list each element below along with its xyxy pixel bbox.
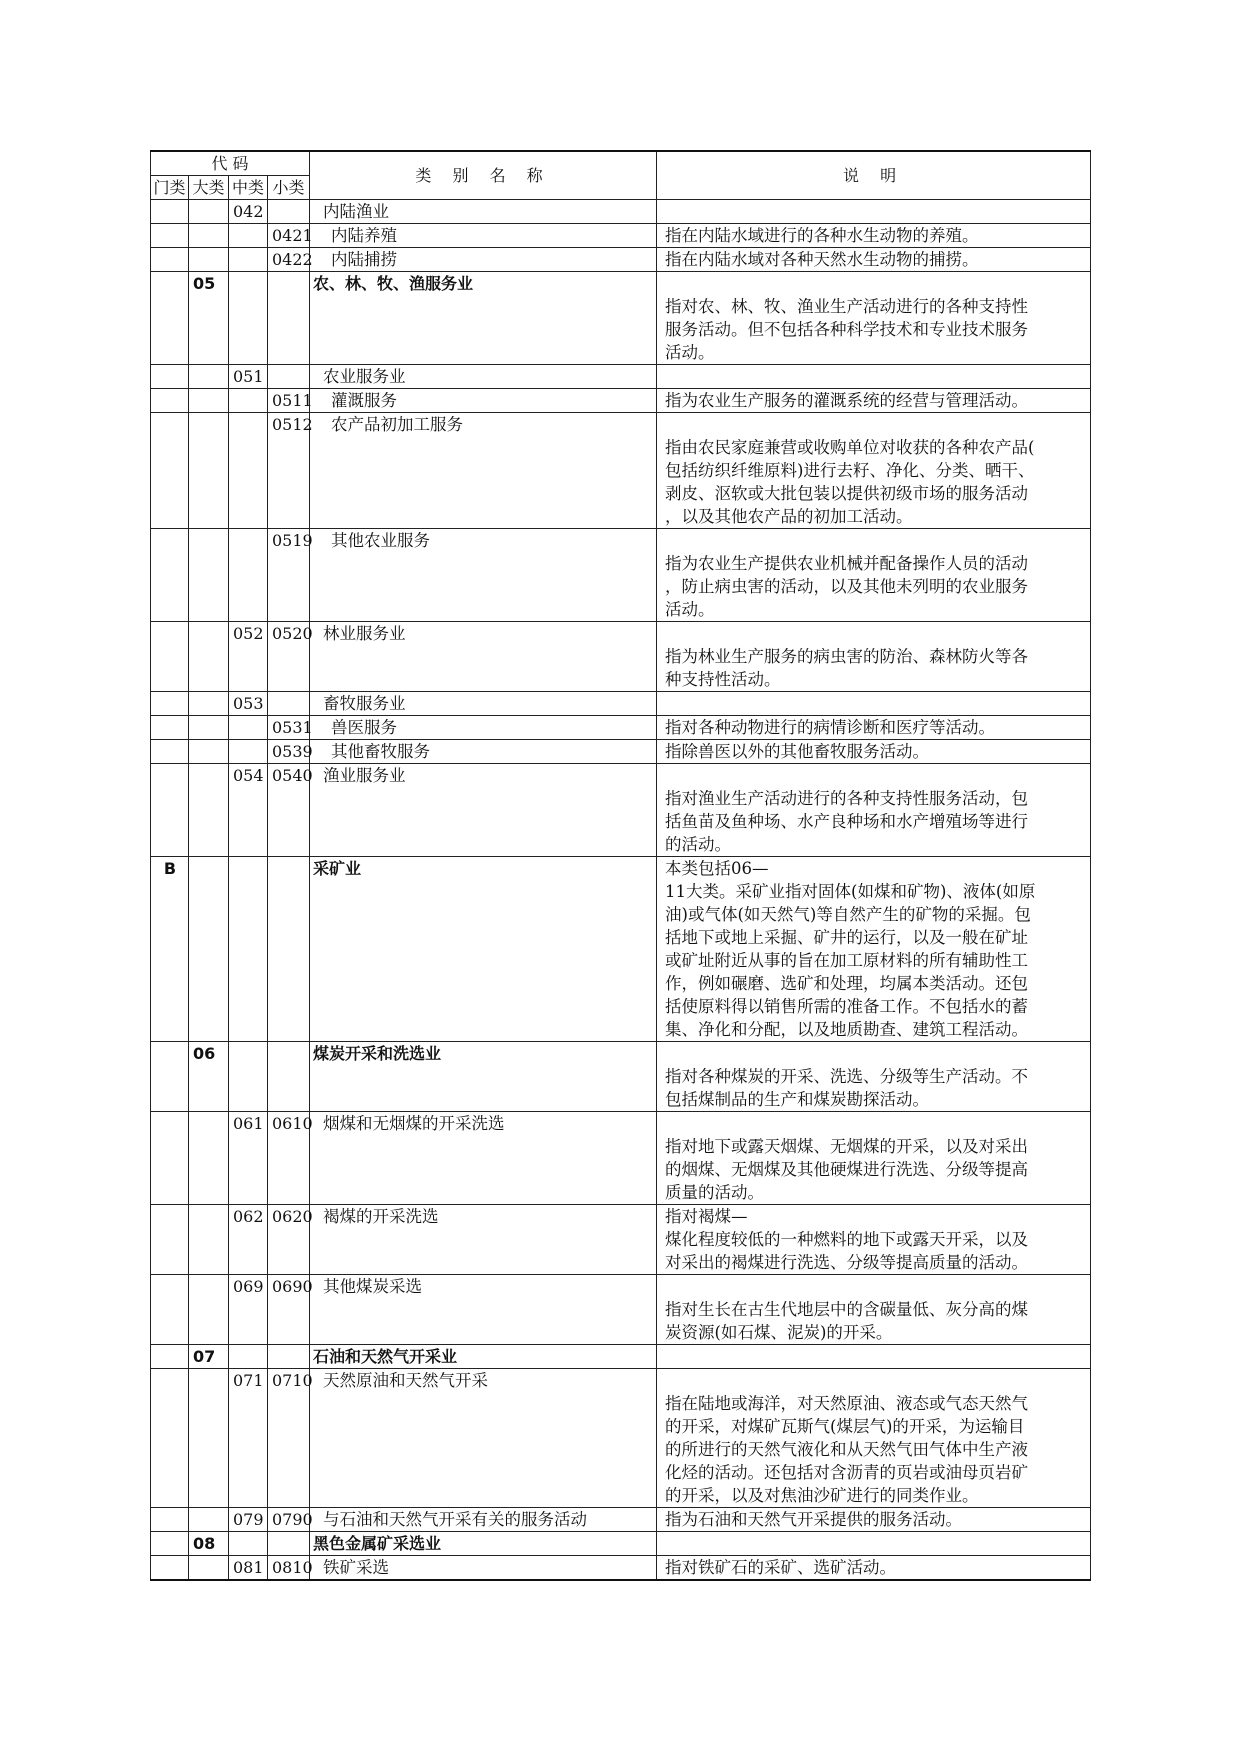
class-code bbox=[268, 200, 310, 224]
table-row bbox=[151, 1042, 1091, 1112]
section-code bbox=[151, 716, 189, 740]
section-code bbox=[151, 1112, 189, 1205]
division-code bbox=[189, 740, 229, 764]
division-code bbox=[189, 1205, 229, 1275]
section-code bbox=[151, 224, 189, 248]
description-line: 指为农业生产提供农业机械并配备操作人员的活动 bbox=[665, 554, 1029, 573]
group-code bbox=[229, 389, 268, 413]
table-row bbox=[151, 1532, 1091, 1556]
group-code bbox=[229, 1532, 268, 1556]
group-code bbox=[229, 740, 268, 764]
group-code: 052 bbox=[229, 622, 268, 692]
section-code bbox=[151, 1369, 189, 1508]
table-row bbox=[151, 1275, 1091, 1345]
table-row bbox=[151, 740, 1091, 764]
description-line: 指为林业生产服务的病虫害的防治、森林防火等各 bbox=[665, 647, 1029, 666]
group-code bbox=[229, 224, 268, 248]
description-line: 括使原料得以销售所需的准备工作。不包括水的蓄 bbox=[665, 997, 1029, 1016]
description-line: 括鱼苗及鱼种场、水产良种场和水产增殖场等进行 bbox=[665, 812, 1029, 831]
division-code bbox=[189, 365, 229, 389]
table-row bbox=[151, 248, 1091, 272]
description-line: 活动。 bbox=[665, 600, 715, 619]
section-code bbox=[151, 1532, 189, 1556]
table-body bbox=[151, 200, 1091, 1581]
description-line: ，防止病虫害的活动，以及其他未列明的农业服务 bbox=[665, 577, 1029, 596]
category-name: 畜牧服务业 bbox=[310, 692, 657, 716]
header-group: 中类 bbox=[229, 176, 268, 200]
category-description bbox=[657, 857, 1091, 1042]
group-code: 069 bbox=[229, 1275, 268, 1345]
description-line: ，以及其他农产品的初加工活动。 bbox=[665, 507, 913, 526]
header-category-name: 类 别 名 称 bbox=[310, 151, 657, 200]
division-code bbox=[189, 413, 229, 529]
category-name: 石油和天然气开采业 bbox=[310, 1345, 657, 1369]
description-line: 指为农业生产服务的灌溉系统的经营与管理活动。 bbox=[665, 391, 1029, 410]
description-line: 指对渔业生产活动进行的各种支持性服务活动，包 bbox=[665, 789, 1029, 808]
group-code bbox=[229, 248, 268, 272]
group-code: 062 bbox=[229, 1205, 268, 1275]
division-code bbox=[189, 248, 229, 272]
section-code bbox=[151, 200, 189, 224]
division-code bbox=[189, 1369, 229, 1508]
description-line: 指对地下或露天烟煤、无烟煤的开采，以及对采出 bbox=[665, 1137, 1029, 1156]
description-line: 本类包括06— bbox=[665, 859, 769, 878]
description-line: 指在陆地或海洋，对天然原油、液态或气态天然气 bbox=[665, 1394, 1029, 1413]
section-code bbox=[151, 248, 189, 272]
class-code bbox=[268, 857, 310, 1042]
division-code bbox=[189, 716, 229, 740]
table-row bbox=[151, 716, 1091, 740]
table-row bbox=[151, 365, 1091, 389]
description-line: 11大类。采矿业指对固体(如煤和矿物)、液体(如原 bbox=[665, 882, 1036, 901]
category-description bbox=[657, 1112, 1091, 1205]
group-code: 071 bbox=[229, 1369, 268, 1508]
table-row bbox=[151, 1345, 1091, 1369]
class-code: 0690 bbox=[268, 1275, 310, 1345]
section-code bbox=[151, 389, 189, 413]
category-description bbox=[657, 1275, 1091, 1345]
division-code: 07 bbox=[189, 1345, 229, 1369]
description-line: 炭资源(如石煤、泥炭)的开采。 bbox=[665, 1323, 893, 1342]
description-line: 的开采，以及对焦油沙矿进行的同类作业。 bbox=[665, 1486, 979, 1505]
description-line: 的烟煤、无烟煤及其他硬煤进行洗选、分级等提高 bbox=[665, 1160, 1029, 1179]
section-code bbox=[151, 365, 189, 389]
description-line: 对采出的褐煤进行洗选、分级等提高质量的活动。 bbox=[665, 1253, 1029, 1272]
class-code: 0531 bbox=[268, 716, 310, 740]
description-line: 指在内陆水域对各种天然水生动物的捕捞。 bbox=[665, 250, 979, 269]
group-code: 051 bbox=[229, 365, 268, 389]
class-code: 0540 bbox=[268, 764, 310, 857]
category-description bbox=[657, 200, 1091, 224]
table-row bbox=[151, 529, 1091, 622]
division-code: 08 bbox=[189, 1532, 229, 1556]
division-code bbox=[189, 764, 229, 857]
division-code bbox=[189, 857, 229, 1042]
category-name: 黑色金属矿采选业 bbox=[310, 1532, 657, 1556]
category-description bbox=[657, 1508, 1091, 1532]
category-name: 铁矿采选 bbox=[310, 1556, 657, 1581]
category-name: 农、林、牧、渔服务业 bbox=[310, 272, 657, 365]
description-line: 集、净化和分配，以及地质勘查、建筑工程活动。 bbox=[665, 1020, 1029, 1039]
category-name: 其他煤炭采选 bbox=[310, 1275, 657, 1345]
category-name: 林业服务业 bbox=[310, 622, 657, 692]
table-row bbox=[151, 764, 1091, 857]
section-code bbox=[151, 1556, 189, 1581]
division-code: 05 bbox=[189, 272, 229, 365]
category-name: 褐煤的开采洗选 bbox=[310, 1205, 657, 1275]
group-code: 054 bbox=[229, 764, 268, 857]
table-row bbox=[151, 1112, 1091, 1205]
table-row bbox=[151, 413, 1091, 529]
category-name: 与石油和天然气开采有关的服务活动 bbox=[310, 1508, 657, 1532]
class-code bbox=[268, 692, 310, 716]
table-row bbox=[151, 224, 1091, 248]
description-line: 指除兽医以外的其他畜牧服务活动。 bbox=[665, 742, 930, 761]
group-code bbox=[229, 857, 268, 1042]
category-description bbox=[657, 622, 1091, 692]
category-name: 农产品初加工服务 bbox=[310, 413, 657, 529]
table-header bbox=[151, 151, 1091, 200]
section-code bbox=[151, 413, 189, 529]
description-line: 化烃的活动。还包括对含沥青的页岩或油母页岩矿 bbox=[665, 1463, 1029, 1482]
group-code: 081 bbox=[229, 1556, 268, 1581]
group-code: 061 bbox=[229, 1112, 268, 1205]
header-section: 门类 bbox=[151, 176, 189, 200]
table-row bbox=[151, 272, 1091, 365]
category-name: 其他农业服务 bbox=[310, 529, 657, 622]
group-code bbox=[229, 413, 268, 529]
category-description bbox=[657, 248, 1091, 272]
description-line: 括地下或地上采掘、矿井的运行，以及一般在矿址 bbox=[665, 928, 1029, 947]
section-code bbox=[151, 1508, 189, 1532]
header-code: 代 码 bbox=[151, 151, 310, 176]
category-description bbox=[657, 389, 1091, 413]
class-code: 0512 bbox=[268, 413, 310, 529]
industry-classification-table bbox=[150, 150, 1091, 1581]
category-description bbox=[657, 272, 1091, 365]
class-code: 0710 bbox=[268, 1369, 310, 1508]
class-code bbox=[268, 1042, 310, 1112]
description-line: 剥皮、沤软或大批包装以提供初级市场的服务活动 bbox=[665, 484, 1029, 503]
description-line: 或矿址附近从事的旨在加工原材料的所有辅助性工 bbox=[665, 951, 1029, 970]
division-code bbox=[189, 692, 229, 716]
category-description bbox=[657, 529, 1091, 622]
group-code bbox=[229, 1042, 268, 1112]
class-code: 0790 bbox=[268, 1508, 310, 1532]
description-line: 质量的活动。 bbox=[665, 1183, 765, 1202]
group-code bbox=[229, 716, 268, 740]
description-line: 作，例如碾磨、选矿和处理，均属本类活动。还包 bbox=[665, 974, 1029, 993]
group-code: 042 bbox=[229, 200, 268, 224]
section-code bbox=[151, 272, 189, 365]
description-line: 煤化程度较低的一种燃料的地下或露天开采，以及 bbox=[665, 1230, 1029, 1249]
table-row bbox=[151, 1369, 1091, 1508]
group-code bbox=[229, 1345, 268, 1369]
division-code bbox=[189, 1508, 229, 1532]
category-name: 渔业服务业 bbox=[310, 764, 657, 857]
description-line: 包括纺织纤维原料)进行去籽、净化、分类、晒干、 bbox=[665, 461, 1035, 480]
category-description bbox=[657, 224, 1091, 248]
category-name: 采矿业 bbox=[310, 857, 657, 1042]
description-line: 的开采，对煤矿瓦斯气(煤层气)的开采，为运输目 bbox=[665, 1417, 1025, 1436]
group-code bbox=[229, 529, 268, 622]
description-line: 指对铁矿石的采矿、选矿活动。 bbox=[665, 1558, 897, 1577]
description-line: 指对各种煤炭的开采、洗选、分级等生产活动。不 bbox=[665, 1067, 1029, 1086]
table-row bbox=[151, 622, 1091, 692]
description-line: 指对生长在古生代地层中的含碳量低、灰分高的煤 bbox=[665, 1300, 1029, 1319]
category-description bbox=[657, 365, 1091, 389]
section-code bbox=[151, 1345, 189, 1369]
category-description bbox=[657, 1042, 1091, 1112]
class-code: 0620 bbox=[268, 1205, 310, 1275]
division-code bbox=[189, 200, 229, 224]
category-description bbox=[657, 1369, 1091, 1508]
category-description bbox=[657, 764, 1091, 857]
header-description: 说 明 bbox=[657, 151, 1091, 200]
description-line: 的所进行的天然气液化和从天然气田气体中生产液 bbox=[665, 1440, 1029, 1459]
classification-table-page bbox=[150, 150, 1090, 1581]
class-code bbox=[268, 365, 310, 389]
table-row bbox=[151, 1556, 1091, 1581]
section-code bbox=[151, 1275, 189, 1345]
category-name: 内陆捕捞 bbox=[310, 248, 657, 272]
category-description bbox=[657, 1345, 1091, 1369]
table-row bbox=[151, 200, 1091, 224]
class-code: 0610 bbox=[268, 1112, 310, 1205]
description-line: 指在内陆水域进行的各种水生动物的养殖。 bbox=[665, 226, 979, 245]
table-row bbox=[151, 389, 1091, 413]
division-code bbox=[189, 1275, 229, 1345]
description-line: 指为石油和天然气开采提供的服务活动。 bbox=[665, 1510, 963, 1529]
table-row bbox=[151, 692, 1091, 716]
description-line: 指由农民家庭兼营或收购单位对收获的各种农产品( bbox=[665, 438, 1035, 457]
division-code bbox=[189, 224, 229, 248]
table-row bbox=[151, 1205, 1091, 1275]
section-code bbox=[151, 764, 189, 857]
category-name: 内陆渔业 bbox=[310, 200, 657, 224]
description-line: 服务活动。但不包括各种科学技术和专业技术服务 bbox=[665, 320, 1029, 339]
class-code bbox=[268, 1532, 310, 1556]
category-name: 烟煤和无烟煤的开采洗选 bbox=[310, 1112, 657, 1205]
category-name: 煤炭开采和洗选业 bbox=[310, 1042, 657, 1112]
group-code: 079 bbox=[229, 1508, 268, 1532]
section-code: B bbox=[151, 857, 189, 1042]
section-code bbox=[151, 529, 189, 622]
description-line: 指对农、林、牧、渔业生产活动进行的各种支持性 bbox=[665, 297, 1029, 316]
description-line: 的活动。 bbox=[665, 835, 732, 854]
group-code: 053 bbox=[229, 692, 268, 716]
table-row bbox=[151, 857, 1091, 1042]
division-code bbox=[189, 1556, 229, 1581]
description-line: 种支持性活动。 bbox=[665, 670, 781, 689]
section-code bbox=[151, 622, 189, 692]
class-code: 0422 bbox=[268, 248, 310, 272]
section-code bbox=[151, 1042, 189, 1112]
category-description bbox=[657, 692, 1091, 716]
category-name: 其他畜牧服务 bbox=[310, 740, 657, 764]
category-description bbox=[657, 1556, 1091, 1581]
class-code: 0421 bbox=[268, 224, 310, 248]
division-code bbox=[189, 529, 229, 622]
description-line: 指对各种动物进行的病情诊断和医疗等活动。 bbox=[665, 718, 996, 737]
group-code bbox=[229, 272, 268, 365]
category-name: 内陆养殖 bbox=[310, 224, 657, 248]
category-description bbox=[657, 716, 1091, 740]
header-division: 大类 bbox=[189, 176, 229, 200]
table-row bbox=[151, 1508, 1091, 1532]
division-code bbox=[189, 389, 229, 413]
category-name: 天然原油和天然气开采 bbox=[310, 1369, 657, 1508]
category-description bbox=[657, 740, 1091, 764]
header-class: 小类 bbox=[268, 176, 310, 200]
description-line: 包括煤制品的生产和煤炭勘探活动。 bbox=[665, 1090, 930, 1109]
category-name: 灌溉服务 bbox=[310, 389, 657, 413]
division-code bbox=[189, 622, 229, 692]
division-code bbox=[189, 1112, 229, 1205]
description-line: 油)或气体(如天然气)等自然产生的矿物的采掘。包 bbox=[665, 905, 1031, 924]
class-code: 0519 bbox=[268, 529, 310, 622]
class-code: 0520 bbox=[268, 622, 310, 692]
section-code bbox=[151, 740, 189, 764]
category-description bbox=[657, 1532, 1091, 1556]
class-code: 0539 bbox=[268, 740, 310, 764]
category-name: 兽医服务 bbox=[310, 716, 657, 740]
class-code: 0810 bbox=[268, 1556, 310, 1581]
category-description bbox=[657, 413, 1091, 529]
class-code: 0511 bbox=[268, 389, 310, 413]
category-description bbox=[657, 1205, 1091, 1275]
section-code bbox=[151, 1205, 189, 1275]
description-line: 指对褐煤— bbox=[665, 1207, 748, 1226]
class-code bbox=[268, 272, 310, 365]
section-code bbox=[151, 692, 189, 716]
category-name: 农业服务业 bbox=[310, 365, 657, 389]
class-code bbox=[268, 1345, 310, 1369]
description-line: 活动。 bbox=[665, 343, 715, 362]
division-code: 06 bbox=[189, 1042, 229, 1112]
